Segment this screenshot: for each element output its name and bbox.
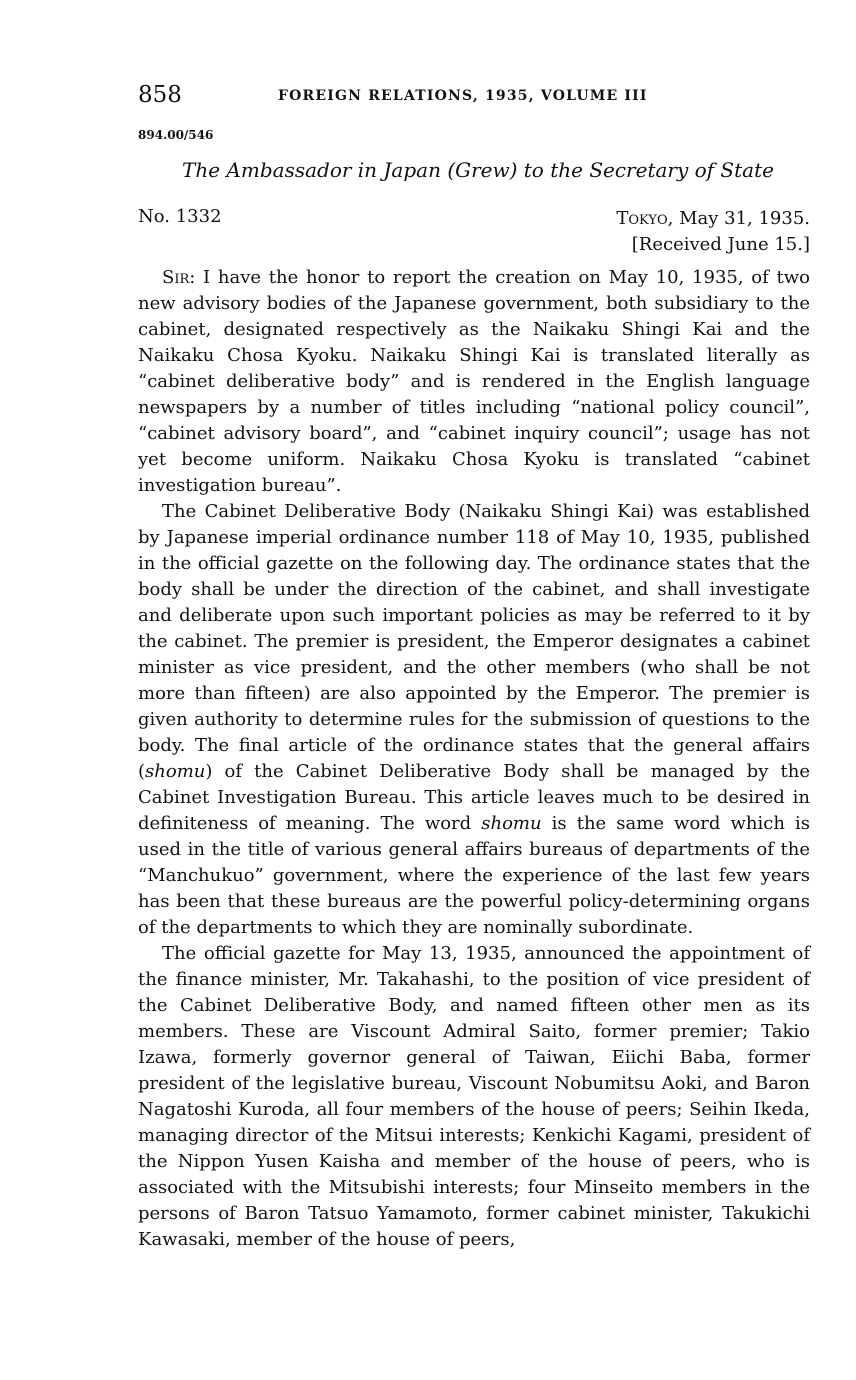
page-header [138,82,818,112]
paragraph-2-text-b: ) of the Cabinet Deliberative Body shall be managed by the Cabinet Investigation Bureau. This article leaves much to be desired in definiteness of meaning. The word [138,761,810,834]
italic-term: shomu [145,761,206,782]
file-number: 894.00/546 [138,128,214,142]
received-date: [Received June 15.] [631,234,810,255]
letter-body [138,265,810,1253]
dateline [616,206,810,258]
document-number: No. 1332 [138,206,222,227]
paragraph-1 [138,265,810,499]
dateline-place: Tokyo [616,208,668,229]
dateline-date: , May 31, 1935. [667,208,810,229]
dateline-line [616,206,810,232]
paragraph-2-text-a: The Cabinet Deliberative Body (Naikaku Shingi Kai) was established by Japanese imperial ordinance number 118 of May 10, 1935, published in the official gazette on the following day. The ordinance states that the body shall be under the direction of the cabinet, and shall investigate and deliberate upon such important policies as may be referred to it by the cabinet. The premier is president, the Emperor designates a cabinet minister as vice president, and the other members (who shall be not more than fifteen) are also appointed by the Emperor. The premier is given authority to determine rules for the submission of questions to the body. The final article of the ordinance states that the general affairs ( [138,501,810,782]
document-title: The Ambassador in Japan (Grew) to the Secretary of State [182,158,774,182]
running-head: FOREIGN RELATIONS, 1935, VOLUME III [278,88,648,104]
page-number: 858 [138,82,182,108]
paragraph-3-text: The official gazette for May 13, 1935, announced the appointment of the finance minister, Mr. Takahashi, to the position of vice president of the Cabinet Deliberative Body, and named fifteen other men as its members. These are Viscount Admiral Saito, former premier; Takio Izawa, formerly governor general of Taiwan, Eiichi Baba, former president of the legislative bureau, Viscount Nobumitsu Aoki, and Baron Nagatoshi Kuroda, all four members of the house of peers; Seihin Ikeda, managing director of the Mitsui interests; Kenkichi Kagami, president of the Nippon Yusen Kaisha and member of the house of peers, who is associated with the Mitsubishi interests; four Minseito members in the persons of Baron Tatsuo Yamamoto, former cabinet minister, Takukichi Kawasaki, member of the house of peers, [138,943,810,1250]
paragraph-2 [138,499,810,941]
salutation: Sir [162,267,190,288]
paragraph-2-text-c: is the same word which is used in the title of various general affairs bureaus of departments of the “Manchukuo” government, where the experience of the last few years has been that these bureaus are the powerful policy-determining organs of the departments to which they are nominally subordinate. [138,813,810,938]
paragraph-1-text: : I have the honor to report the creation on May 10, 1935, of two new advisory bodies of the Japanese government, both subsidiary to the cabinet, designated respectively as the Naikaku Shingi Kai and the Naikaku Chosa Kyoku. Naikaku Shingi Kai is translated literally as “cabinet deliberative body” and is rendered in the English language newspapers by a number of titles including “national policy council”, “cabinet advisory board”, and “cabinet inquiry council”; usage has not yet become uniform. Naikaku Chosa Kyoku is translated “cabinet investigation bureau”. [138,267,810,496]
paragraph-3 [138,941,810,1253]
italic-term: shomu [481,813,542,834]
